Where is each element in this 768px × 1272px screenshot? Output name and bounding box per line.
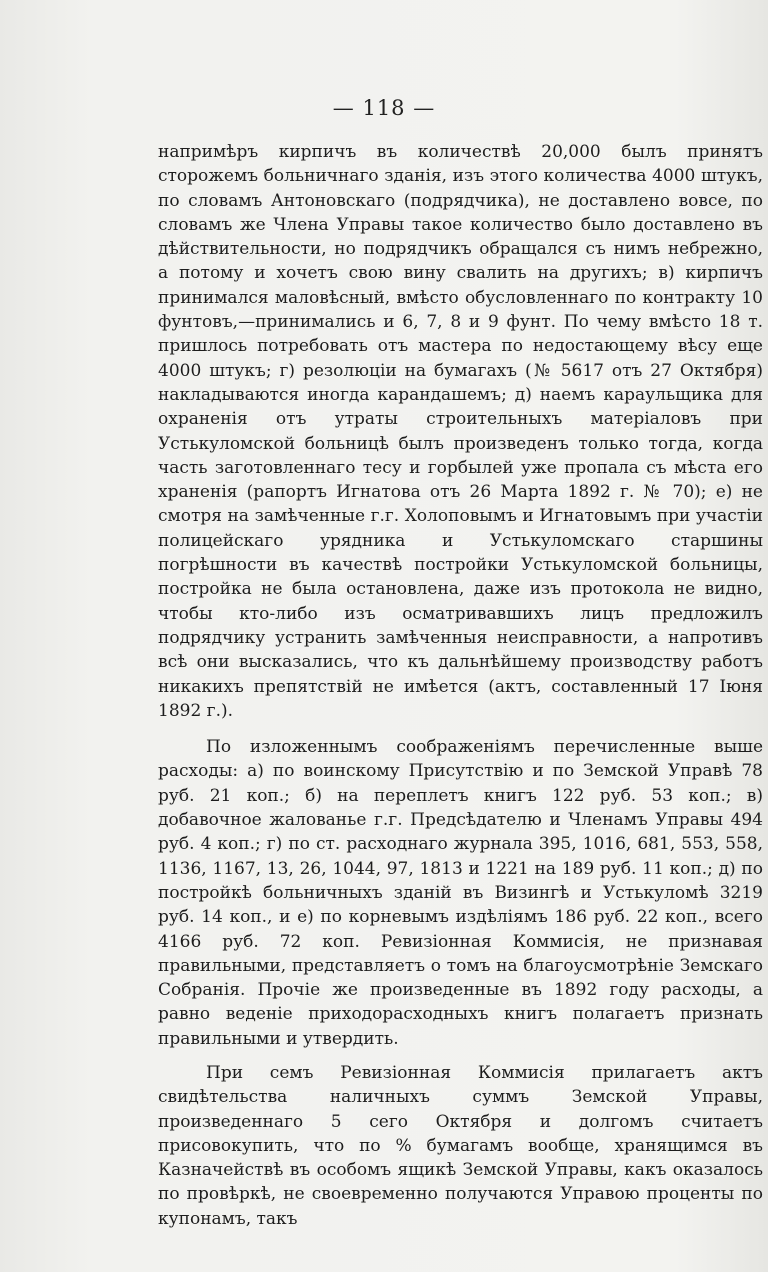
paragraph-audit-act: При семъ Ревизіонная Коммисія прилагаетъ актъ свидѣтельства наличныхъ суммъ Земской Управы, произведеннаго 5 сего Октября и долгомъ считаетъ присовокупить, что по % бумагамъ вообще, хранящимся въ Казначействѣ въ особомъ ящикѣ Земской Управы, какъ оказалось по провѣркѣ, не своевременно получаются Управою проценты по купонамъ, такъ: [158, 1062, 763, 1229]
paragraph-continuation: напримѣръ кирпичъ въ количествѣ 20,000 былъ принятъ сторожемъ больничнаго зданія, изъ этого количества 4000 штукъ, по словамъ Антоновскаго (подрядчика), не доставлено вовсе, по словамъ же Члена Управы такое количество было доставлено въ дѣйствительности, но подрядчикъ обращался съ нимъ небрежно, а потому и хочетъ свою вину свалить на другихъ; в) кирпичъ принимался маловѣсный, вмѣсто обусловленнаго по контракту 10 фунтовъ,—принимались и 6, 7, 8 и 9 фунт. По чему вмѣсто 18 т. пришлось потребовать отъ мастера по недостающему вѣсу еще 4000 штукъ; г) резолюціи на бумагахъ (№ 5617 отъ 27 Октября) накладываются иногда карандашемъ; д) наемъ караульщика для охраненія отъ утраты строительныхъ матеріаловъ при Устькуломской больницѣ былъ произведенъ только тогда, когда часть заготовленнаго тесу и горбылей уже пропала съ мѣста его храненія (рапортъ Игнатова отъ 26 Марта 1892 г. № 70); е) не смотря на замѣченные г.г. Холоповымъ и Игнатовымъ при участіи полицейскаго урядника и Устькуломскаго старшины погрѣшности въ качествѣ постройки Устькуломской больницы, постройка не была остановлена, даже изъ протокола не видно, чтобы кто-либо изъ осматривавшихъ лицъ предложилъ подрядчику устранить замѣченныя неисправности, а напротивъ всѣ они высказались, что къ дальнѣйшему производству работъ никакихъ препятствій не имѣется (актъ, составленный 17 Іюня 1892 г.).: [158, 142, 763, 721]
paragraph-expenses: По изложеннымъ соображеніямъ перечисленные выше расходы: а) по воинскому Присутствію и по Земской Управѣ 78 руб. 21 коп.; б) на переплетъ книгъ 122 руб. 53 коп.; в) добавочное жалованье г.г. Предсѣдателю и Членамъ Управы 494 руб. 4 коп.; г) по ст. расходнаго журнала 395, 1016, 681, 553, 558, 1136, 1167, 13, 26, 1044, 97, 1813 и 1221 на 189 руб. 11 коп.; д) по постройкѣ больничныхъ зданій въ Визингѣ и Устькуломѣ 3219 руб. 14 коп., и е) по корневымъ издѣліямъ 186 руб. 22 коп., всего 4166 руб. 72 коп. Ревизіонная Коммисія, не признавая правильными, представляетъ о томъ на благоусмотрѣніе Земскаго Собранія. Прочіе же произведенные въ 1892 году расходы, а равно веденіе приходорасходныхъ книгъ полагаетъ признать правильными и утвердить.: [158, 737, 763, 1049]
body-text: [158, 140, 763, 1231]
page-number: — 118 —: [332, 96, 436, 120]
